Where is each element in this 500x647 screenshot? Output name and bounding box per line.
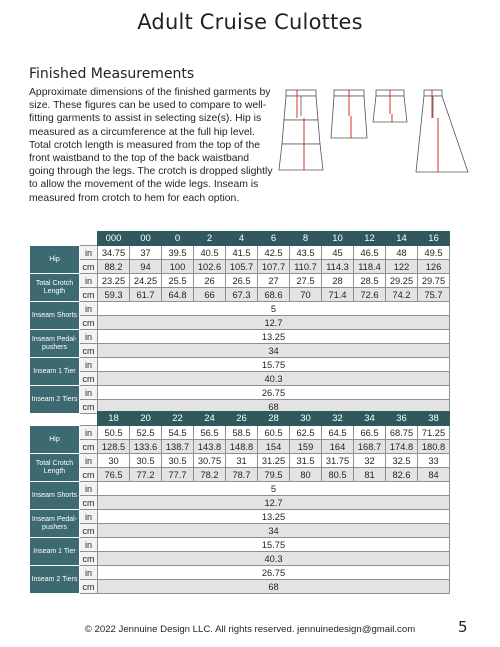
table-cell: 168.7 [354, 440, 386, 454]
table-cell: 26.75 [98, 566, 450, 580]
table-cell: 28.5 [354, 274, 386, 288]
table-cell: 74.2 [386, 288, 418, 302]
unit-label: in [80, 454, 98, 468]
size-header-cell: 34 [354, 412, 386, 426]
unit-label: in [80, 302, 98, 316]
unit-label: cm [80, 344, 98, 358]
size-header-cell: 30 [290, 412, 322, 426]
table-cell: 45 [322, 246, 354, 260]
table-cell: 40.3 [98, 372, 450, 386]
size-header-cell: 22 [162, 412, 194, 426]
table-cell: 34.75 [98, 246, 130, 260]
table-cell: 68.6 [258, 288, 290, 302]
table-cell: 105.7 [226, 260, 258, 274]
table-cell: 60.5 [258, 426, 290, 440]
size-header-cell: 28 [258, 412, 290, 426]
row-label-shorts: Inseam Shorts [30, 302, 80, 330]
table-cell: 61.7 [130, 288, 162, 302]
table-cell: 82.6 [386, 468, 418, 482]
unit-label: in [80, 426, 98, 440]
unit-label: cm [80, 468, 98, 482]
table-cell: 48 [386, 246, 418, 260]
hip-in-row [30, 246, 450, 260]
table-cell: 31.75 [322, 454, 354, 468]
unit-label: in [80, 330, 98, 344]
table-cell: 128.5 [98, 440, 130, 454]
size-header-cell: 0 [162, 232, 194, 246]
table-cell: 138.7 [162, 440, 194, 454]
unit-label: in [80, 386, 98, 400]
size-header-cell: 26 [226, 412, 258, 426]
size-header-cell: 16 [418, 232, 450, 246]
table-cell: 80.5 [322, 468, 354, 482]
tier1-in-row [30, 358, 450, 372]
row-label-crotch: Total Crotch Length [30, 274, 80, 302]
measurements-table-small-sizes [29, 231, 450, 414]
table-cell: 12.7 [98, 496, 450, 510]
table-cell: 58.5 [226, 426, 258, 440]
crotch-cm-row [30, 288, 450, 302]
unit-label: cm [80, 372, 98, 386]
table-cell: 33 [418, 454, 450, 468]
table-cell: 76.5 [98, 468, 130, 482]
table-cell: 43.5 [290, 246, 322, 260]
one-tier-culottes-diagram [416, 90, 468, 172]
unit-label: cm [80, 260, 98, 274]
table-cell: 29.75 [418, 274, 450, 288]
size-header-cell: 10 [322, 232, 354, 246]
table-cell: 34 [98, 344, 450, 358]
table-cell: 68 [98, 400, 450, 414]
table-cell: 40.5 [194, 246, 226, 260]
description-paragraph: Approximate dimensions of the finished garments by size. These figures can be used to compare to well-fitting garments to assist in selecting size(s). Hip is measured as a circumference at the full hip level. Total crotch length is measured from the top of the front waistband to the top of the back waistband going through the legs. The crotch is dropped slightly to allow the movement of the wide legs. Inseam is measured from crotch to hem for each option. [29, 87, 273, 204]
table-cell: 118.4 [354, 260, 386, 274]
table-cell: 68 [98, 580, 450, 594]
pedal-in-row [30, 330, 450, 344]
tier2-cm-row [30, 580, 450, 594]
unit-label: cm [80, 552, 98, 566]
row-label-pedal-pushers: Inseam Pedal-pushers [30, 510, 80, 538]
table-cell: 81 [354, 468, 386, 482]
unit-label: in [80, 482, 98, 496]
unit-label: in [80, 246, 98, 260]
hip-in-row [30, 426, 450, 440]
row-label-2-tiers: Inseam 2 Tiers [30, 386, 80, 414]
table-cell: 29.25 [386, 274, 418, 288]
row-label-pedal-pushers: Inseam Pedal-pushers [30, 330, 80, 358]
shorts-cm-row [30, 316, 450, 330]
page-number: 5 [458, 618, 468, 636]
table-cell: 77.7 [162, 468, 194, 482]
table-cell: 30.5 [162, 454, 194, 468]
table-cell: 78.7 [226, 468, 258, 482]
size-header-row [30, 232, 450, 246]
size-header-cell: 000 [98, 232, 130, 246]
table-cell: 62.5 [290, 426, 322, 440]
table-cell: 159 [290, 440, 322, 454]
size-header-cell: 38 [418, 412, 450, 426]
size-header-cell: 12 [354, 232, 386, 246]
table-cell: 66.5 [354, 426, 386, 440]
unit-label: in [80, 566, 98, 580]
table-cell: 102.6 [194, 260, 226, 274]
table-cell: 64.8 [162, 288, 194, 302]
crotch-in-row [30, 454, 450, 468]
table-cell: 42.5 [258, 246, 290, 260]
shorts-in-row [30, 482, 450, 496]
unit-label: cm [80, 400, 98, 414]
tier1-in-row [30, 538, 450, 552]
table-cell: 13.25 [98, 330, 450, 344]
table-cell: 31.5 [290, 454, 322, 468]
table-cell: 67.3 [226, 288, 258, 302]
row-label-2-tiers: Inseam 2 Tiers [30, 566, 80, 594]
table-cell: 31.25 [258, 454, 290, 468]
table-cell: 180.8 [418, 440, 450, 454]
table-cell: 59.3 [98, 288, 130, 302]
table-cell: 88.2 [98, 260, 130, 274]
table-cell: 24.25 [130, 274, 162, 288]
table-cell: 26 [194, 274, 226, 288]
table-cell: 68.75 [386, 426, 418, 440]
size-header-cell: 2 [194, 232, 226, 246]
unit-label: in [80, 358, 98, 372]
table-cell: 71.25 [418, 426, 450, 440]
tier1-cm-row [30, 372, 450, 386]
tier1-cm-row [30, 552, 450, 566]
unit-label: in [80, 510, 98, 524]
table-cell: 122 [386, 260, 418, 274]
size-header-cell: 24 [194, 412, 226, 426]
table-cell: 28 [322, 274, 354, 288]
garment-diagrams [278, 88, 478, 180]
table-cell: 13.25 [98, 510, 450, 524]
table-cell: 32 [354, 454, 386, 468]
table-cell: 94 [130, 260, 162, 274]
hip-cm-row [30, 260, 450, 274]
table-cell: 110.7 [290, 260, 322, 274]
table-cell: 34 [98, 524, 450, 538]
table-cell: 114.3 [322, 260, 354, 274]
table-cell: 15.75 [98, 538, 450, 552]
table-cell: 39.5 [162, 246, 194, 260]
unit-label: cm [80, 524, 98, 538]
size-header-cell: 36 [386, 412, 418, 426]
two-tier-culottes-diagram [279, 90, 323, 170]
table-cell: 107.7 [258, 260, 290, 274]
table-cell: 79.5 [258, 468, 290, 482]
row-label-hip: Hip [30, 426, 80, 454]
table-cell: 27.5 [290, 274, 322, 288]
measurements-table-large-sizes [29, 411, 450, 594]
table-cell: 27 [258, 274, 290, 288]
table-cell: 75.7 [418, 288, 450, 302]
table-cell: 133.6 [130, 440, 162, 454]
row-label-1-tier: Inseam 1 Tier [30, 358, 80, 386]
table-cell: 64.5 [322, 426, 354, 440]
table-cell: 54.5 [162, 426, 194, 440]
table-cell: 126 [418, 260, 450, 274]
pedal-in-row [30, 510, 450, 524]
tier2-in-row [30, 386, 450, 400]
table-cell: 80 [290, 468, 322, 482]
row-label-crotch: Total Crotch Length [30, 454, 80, 482]
table-cell: 164 [322, 440, 354, 454]
page-title: Adult Cruise Culottes [137, 10, 363, 34]
table-cell: 30 [98, 454, 130, 468]
size-header-cell: 6 [258, 232, 290, 246]
unit-label: cm [80, 316, 98, 330]
table-cell: 174.8 [386, 440, 418, 454]
table-cell: 40.3 [98, 552, 450, 566]
table-cell: 78.2 [194, 468, 226, 482]
table-cell: 143.8 [194, 440, 226, 454]
size-header-cell: 18 [98, 412, 130, 426]
table-cell: 84 [418, 468, 450, 482]
table-cell: 30.5 [130, 454, 162, 468]
unit-label: in [80, 538, 98, 552]
table-cell: 23.25 [98, 274, 130, 288]
pedal-cm-row [30, 524, 450, 538]
hip-cm-row [30, 440, 450, 454]
row-label-shorts: Inseam Shorts [30, 482, 80, 510]
table-cell: 56.5 [194, 426, 226, 440]
table-cell: 5 [98, 482, 450, 496]
table-cell: 31 [226, 454, 258, 468]
table-cell: 71.4 [322, 288, 354, 302]
size-header-cell: 20 [130, 412, 162, 426]
crotch-in-row [30, 274, 450, 288]
table-cell: 12.7 [98, 316, 450, 330]
table-cell: 50.5 [98, 426, 130, 440]
unit-label: cm [80, 440, 98, 454]
table-cell: 41.5 [226, 246, 258, 260]
unit-label: in [80, 274, 98, 288]
size-header-cell: 14 [386, 232, 418, 246]
table-cell: 148.8 [226, 440, 258, 454]
table-cell: 5 [98, 302, 450, 316]
unit-label: cm [80, 496, 98, 510]
table-cell: 32.5 [386, 454, 418, 468]
crotch-cm-row [30, 468, 450, 482]
tier2-in-row [30, 566, 450, 580]
pedal-cm-row [30, 344, 450, 358]
shorts-cm-row [30, 496, 450, 510]
row-label-hip: Hip [30, 246, 80, 274]
table-cell: 37 [130, 246, 162, 260]
size-header-cell: 8 [290, 232, 322, 246]
unit-label: cm [80, 580, 98, 594]
size-header-row [30, 412, 450, 426]
table-cell: 25.5 [162, 274, 194, 288]
table-cell: 15.75 [98, 358, 450, 372]
table-cell: 46.5 [354, 246, 386, 260]
size-header-cell: 4 [226, 232, 258, 246]
table-cell: 26.75 [98, 386, 450, 400]
footer-copyright: © 2022 Jennuine Design LLC. All rights reserved. jennuinedesign@gmail.com [84, 624, 416, 635]
unit-label: cm [80, 288, 98, 302]
table-cell: 70 [290, 288, 322, 302]
table-cell: 30.75 [194, 454, 226, 468]
table-cell: 100 [162, 260, 194, 274]
table-cell: 77.2 [130, 468, 162, 482]
size-header-cell: 32 [322, 412, 354, 426]
table-cell: 49.5 [418, 246, 450, 260]
row-label-1-tier: Inseam 1 Tier [30, 538, 80, 566]
table-cell: 72.6 [354, 288, 386, 302]
section-heading: Finished Measurements [29, 66, 195, 82]
table-cell: 52.5 [130, 426, 162, 440]
shorts-in-row [30, 302, 450, 316]
table-cell: 26.5 [226, 274, 258, 288]
table-cell: 154 [258, 440, 290, 454]
table-cell: 66 [194, 288, 226, 302]
size-header-cell: 00 [130, 232, 162, 246]
